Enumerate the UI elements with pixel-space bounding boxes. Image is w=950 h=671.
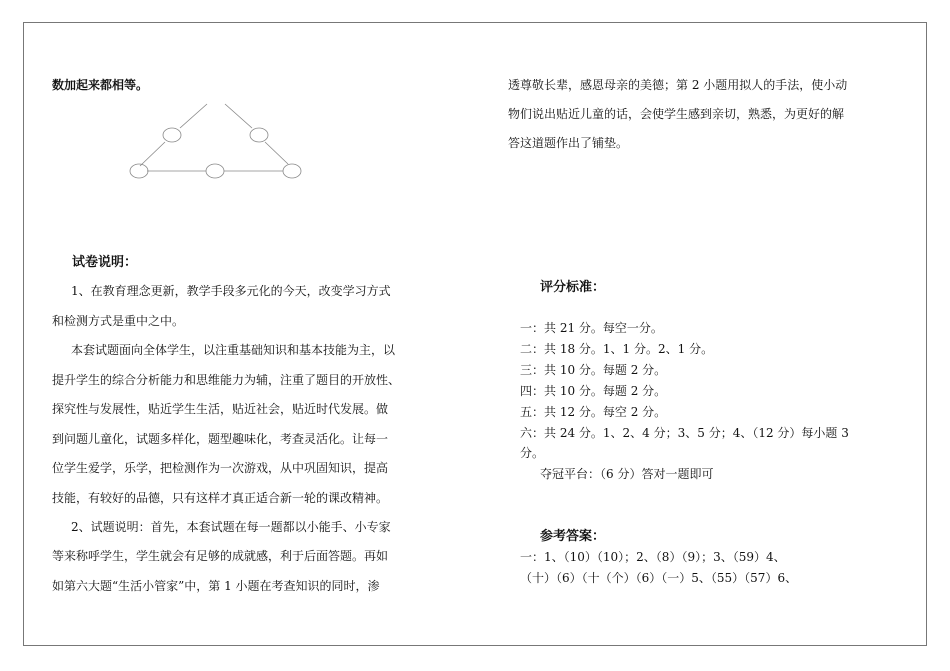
answer-line-1: 一：1、（10）（10）；2、（8）（9）；3、（59）4、 [520, 550, 786, 564]
answer-line-2: （十）（6）（十（个）（6）（一）5、（55）（57）6、 [520, 571, 798, 585]
left-line-2: 和检测方式是重中之中。 [52, 314, 185, 328]
triangle-edge-right-bottom [265, 142, 288, 164]
triangle-edge-left-bottom [140, 142, 165, 166]
circle-bottom-right [283, 164, 301, 178]
section-title-scoring: 评分标准： [540, 280, 606, 295]
left-top-line: 数加起来都相等。 [52, 78, 149, 92]
triangle-edge-left-top [180, 104, 207, 128]
scoring-line-2: 二：共 18 分。1、1 分。2、1 分。 [520, 342, 714, 356]
circle-bottom-left [130, 164, 148, 178]
left-line-1: 1、在教育理念更新，教学手段多元化的今天，改变学习方式 [71, 284, 391, 298]
scoring-line-1: 一：共 21 分。每空一分。 [520, 321, 663, 335]
scoring-line-3: 三：共 10 分。每题 2 分。 [520, 363, 667, 377]
triangle-edge-right-top [225, 104, 252, 128]
scoring-line-8: 夺冠平台：（6 分）答对一题即可 [540, 467, 714, 481]
left-line-11: 如第六大题“生活小管家”中，第 1 小题在考查知识的同时，渗 [52, 579, 380, 593]
left-line-5: 探究性与发展性，贴近学生生活，贴近社会，贴近时代发展。做 [52, 402, 389, 416]
scoring-line-5: 五：共 12 分。每空 2 分。 [520, 405, 667, 419]
scoring-line-6: 六：共 24 分。1、2、4 分；3、5 分；4、（12 分）每小题 3 [520, 426, 849, 440]
section-title-instructions: 试卷说明： [72, 255, 138, 270]
circle-bottom-middle [206, 164, 224, 178]
right-top-line-3: 答这道题作出了铺垫。 [508, 136, 629, 150]
scoring-line-7: 分。 [520, 446, 545, 460]
left-line-9: 2、试题说明：首先，本套试题在每一题都以小能手、小专家 [71, 520, 391, 534]
section-title-answers: 参考答案： [540, 529, 606, 544]
right-top-line-2: 物们说出贴近儿童的话，会使学生感到亲切，熟悉，为更好的解 [508, 107, 845, 121]
scoring-line-4: 四：共 10 分。每题 2 分。 [520, 384, 667, 398]
circle-left-middle [163, 128, 181, 142]
left-line-6: 到问题儿童化，试题多样化，题型趣味化，考查灵活化。让每一 [52, 432, 389, 446]
right-top-line-1: 透尊敬长辈，感恩母亲的美德；第 2 小题用拟人的手法，使小动 [508, 78, 848, 92]
left-line-3: 本套试题面向全体学生，以注重基础知识和基本技能为主，以 [71, 343, 396, 357]
circle-right-middle [250, 128, 268, 142]
left-line-8: 技能，有较好的品德，只有这样才真正适合新一轮的课改精神。 [52, 491, 389, 505]
left-line-7: 位学生爱学，乐学，把检测作为一次游戏，从中巩固知识，提高 [52, 461, 389, 475]
left-line-10: 等来称呼学生，学生就会有足够的成就感，利于后面答题。再如 [52, 549, 389, 563]
left-line-4: 提升学生的综合分析能力和思维能力为辅，注重了题目的开放性、 [52, 373, 401, 387]
